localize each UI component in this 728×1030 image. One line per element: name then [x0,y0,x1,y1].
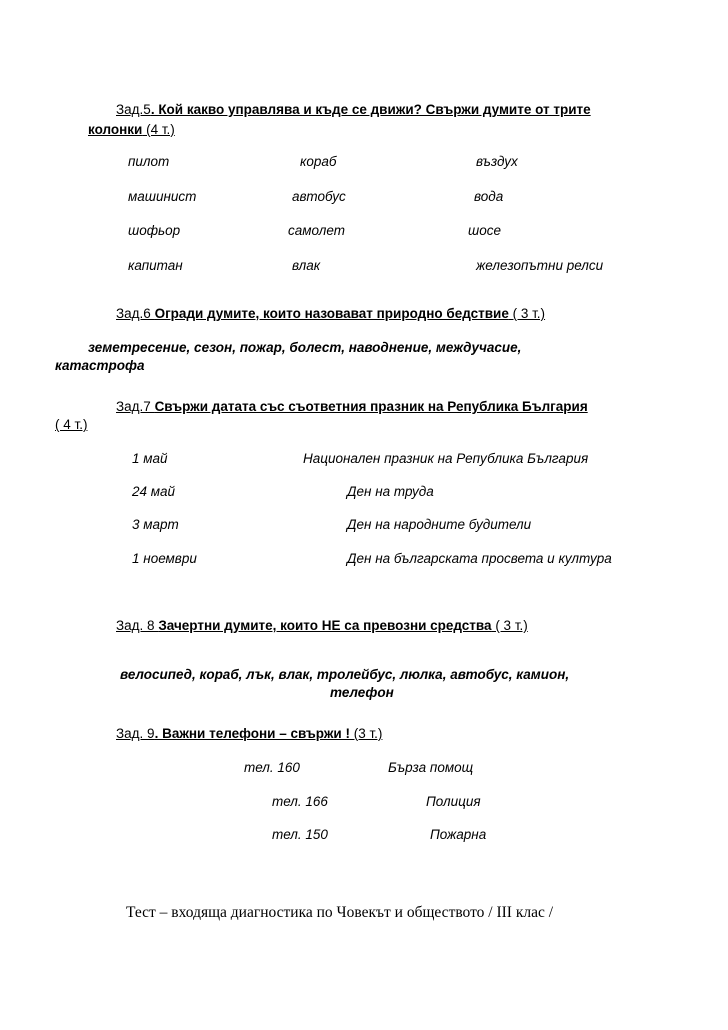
task9-heading [116,726,382,742]
task7-r3-date: 1 ноември [132,551,197,566]
task7-points: ( 4 т.) [55,417,88,432]
task5-r3-c3: железопътни релси [476,258,604,273]
task5-r1-c3: вода [474,189,504,204]
page-footer: Тест – входяща диагностика по Човекът и обществото / III клас / [126,904,554,921]
task5-r0-c2: кораб [300,154,337,169]
task5-r2-c1: шофьор [128,223,181,238]
task5-r2-c3: шосе [468,223,501,238]
task6-points: ( 3 т.) [508,306,546,321]
task7-r0-holiday: Национален празник на Република България [303,451,589,466]
task6-title: Огради думите, които назовават природно бедствие [154,306,509,321]
task5-prefix: Зад.5 [116,102,151,117]
task6-prefix: Зад.6 [116,306,155,321]
task5-r3-c1: капитан [128,258,183,273]
task9-prefix: Зад. 9 [116,726,155,741]
task9-points: (3 т.) [349,726,383,741]
task9-r0-phone: тел. 160 [244,760,300,775]
task9-r2-service: Пожарна [430,827,487,842]
task9-r0-service: Бърза помощ [388,760,474,775]
task7-r1-holiday: Ден на труда [347,484,434,499]
task9-r2-phone: тел. 150 [272,827,328,842]
task7-heading [116,399,588,415]
task6-words-line1: земетресение, сезон, пожар, болест, наводнение, междучасие, [88,340,522,355]
task7-r2-date: 3 март [132,517,179,532]
task6-words-line2: катастрофа [55,358,145,373]
task9-r1-service: Полиция [426,794,481,809]
task5-r1-c2: автобус [292,189,346,204]
task5-points: (4 т.) [142,122,175,137]
task7-prefix: Зад.7 [116,399,155,414]
task6-heading [116,306,545,322]
task5-r2-c2: самолет [288,223,345,238]
task7-r2-holiday: Ден на народните будители [347,517,532,532]
task5-r0-c3: въздух [476,154,518,169]
task5-r3-c2: влак [292,258,321,273]
task5-r1-c1: машинист [128,189,197,204]
task8-points: ( 3 т.) [491,618,528,633]
task5-heading [116,102,591,118]
task8-words-line2: телефон [330,685,394,700]
task7-r1-date: 24 май [132,484,176,499]
task9-r1-phone: тел. 166 [272,794,328,809]
task5-title-line2: колонки [88,122,143,137]
task5-title-line1: . Кой какво управлява и къде се движи? Свържи думите от трите [150,102,591,117]
task7-title: Свържи датата със съответния празник на Република България [154,399,588,414]
task8-heading [116,618,528,634]
task5-heading-cont [88,122,175,138]
task8-words-line1: велосипед, кораб, лък, влак, тролейбус, люлка, автобус, камион, [120,667,570,682]
task8-prefix: Зад. 8 [116,618,159,633]
task8-title: Зачертни думите, които НЕ са превозни средства [158,618,492,633]
task9-title: . Важни телефони – свържи ! [154,726,350,741]
task5-r0-c1: пилот [128,154,170,169]
task7-r0-date: 1 май [132,451,168,466]
task7-r3-holiday: Ден на българската просвета и култура [347,551,612,566]
